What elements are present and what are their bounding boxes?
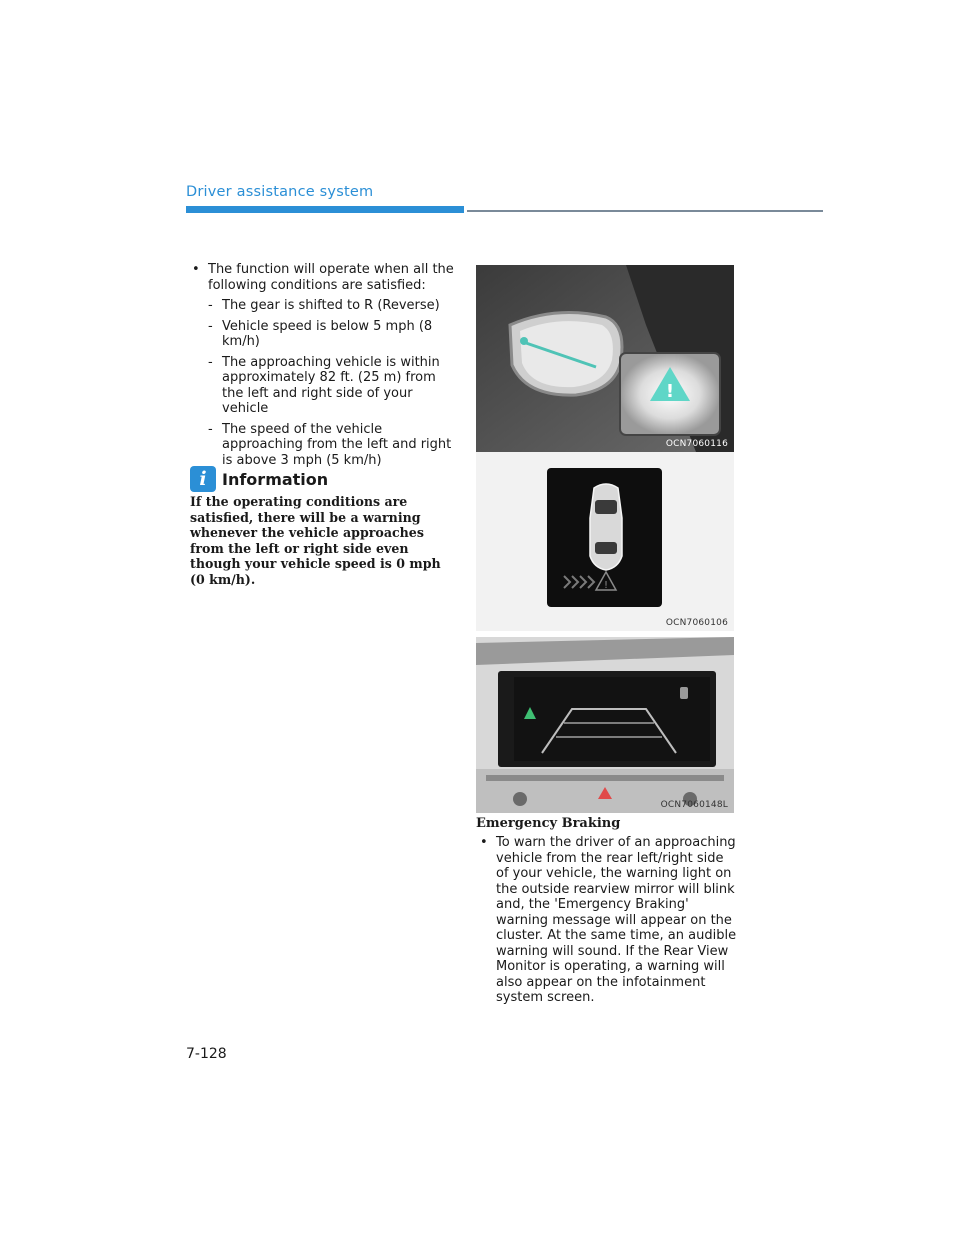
- condition-item: - The approaching vehicle is within approximately 82 ft. (25 m) from the left and right side of your vehicle: [190, 355, 460, 417]
- information-body: If the operating conditions are satisfied, there will be a warning whenever the vehicle approaches from the left or right side even though your vehicle speed is 0 mph (0 km/h).: [190, 494, 441, 587]
- svg-text:!: !: [603, 580, 609, 591]
- condition-item: - Vehicle speed is below 5 mph (8 km/h): [190, 319, 460, 350]
- header-accent-bar: [186, 206, 464, 213]
- page-number: 7-128: [186, 1046, 227, 1062]
- infotainment-warning-figure: [476, 637, 734, 813]
- header-rule: [467, 210, 823, 212]
- emergency-braking-text: [478, 835, 740, 1011]
- emergency-braking-title: Emergency Braking: [476, 816, 621, 831]
- figure-code: OCN7060116: [665, 439, 728, 449]
- conditions-list: [190, 262, 460, 473]
- mirror-illustration: [476, 265, 734, 452]
- condition-item: - The gear is shifted to R (Reverse): [190, 298, 460, 314]
- figure-code: OCN7060106: [665, 618, 728, 628]
- cluster-illustration: [476, 452, 734, 631]
- figure-code: OCN7060148L: [660, 800, 728, 810]
- information-heading: [190, 466, 328, 492]
- cluster-warning-figure: [476, 452, 734, 631]
- conditions-intro: • The function will operate when all the following conditions are satisfied:: [190, 262, 460, 293]
- condition-item: - The speed of the vehicle approaching from the left and right is above 3 mph (5 km/h): [190, 422, 460, 469]
- information-title: Information: [222, 469, 329, 489]
- info-icon: i: [190, 466, 216, 492]
- svg-text:!: !: [665, 381, 675, 402]
- mirror-warning-figure: [476, 265, 734, 452]
- infotainment-illustration: [476, 637, 734, 813]
- emergency-braking-bullet: • To warn the driver of an approaching vehicle from the rear left/right side of your vehicle, the warning light on the outside rearview mirror will blink and, the 'Emergency Braking' warning message will appear on the cluster. At the same time, an audible warning will sound. If the Rear View Monitor is operating, a warning will also appear on the infotainment system screen.: [478, 835, 740, 1006]
- section-header-title: Driver assistance system: [186, 184, 374, 200]
